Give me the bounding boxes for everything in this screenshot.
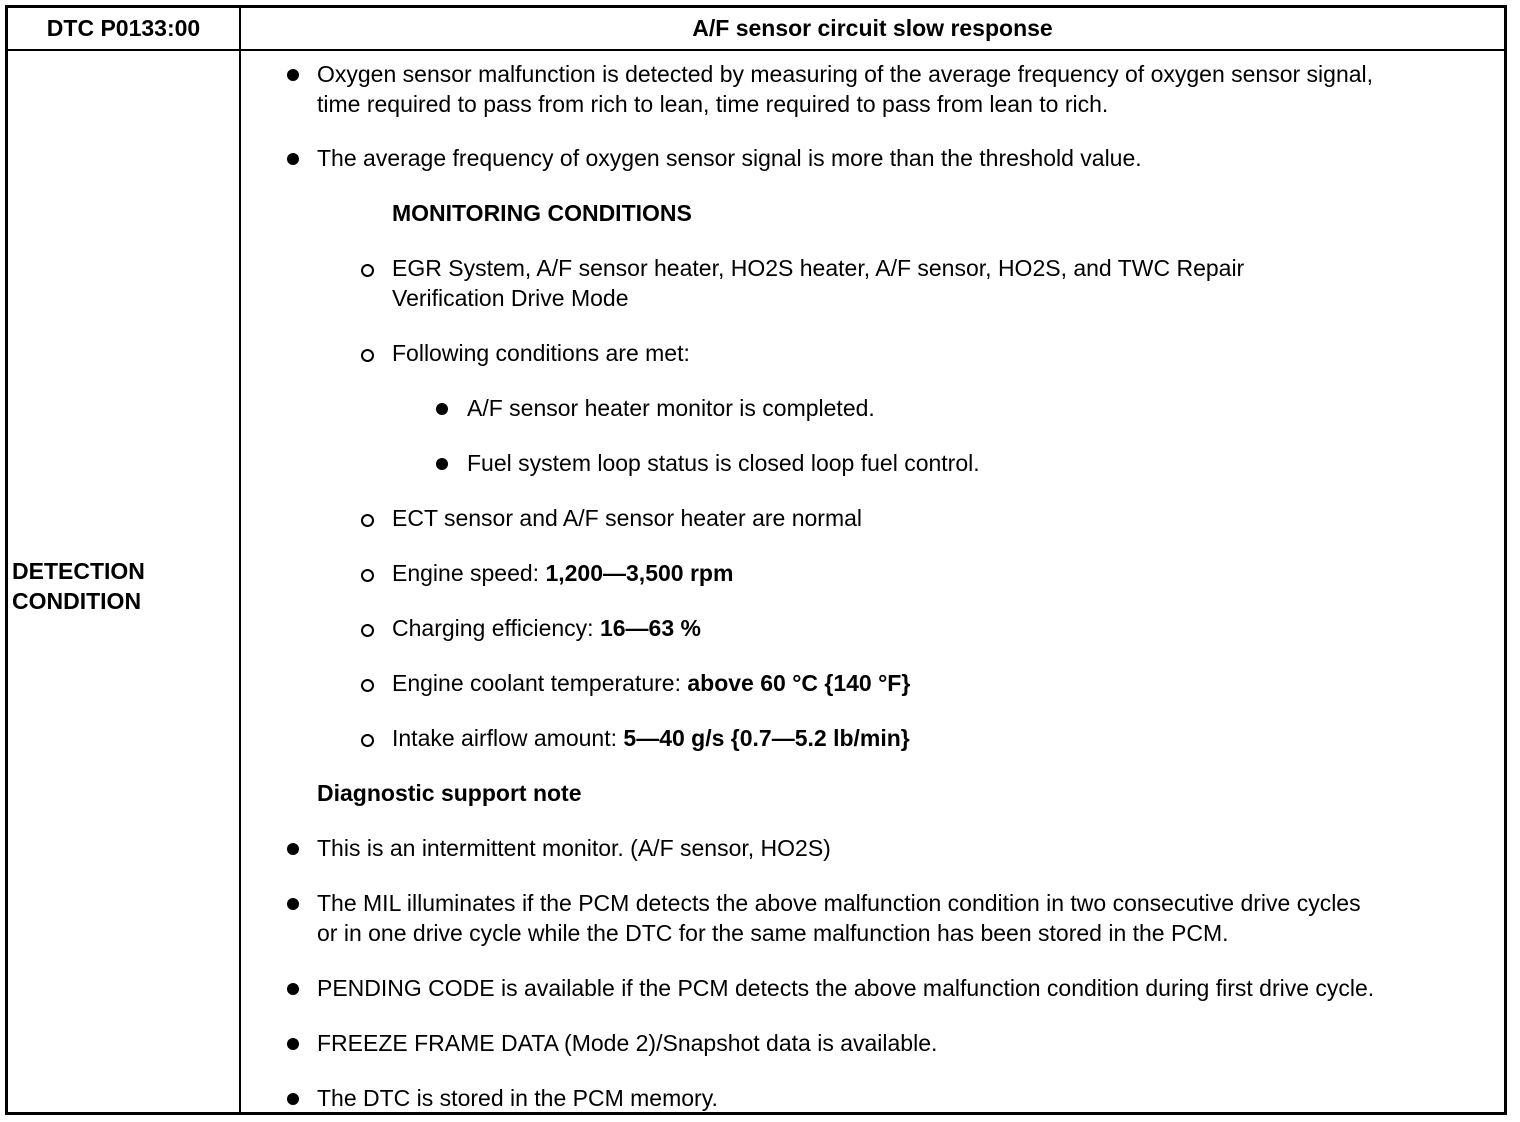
circle-bullet-icon: [361, 734, 374, 747]
intake-airflow-value: 5—40 g/s {0.7—5.2 lb/min}: [623, 725, 910, 751]
bullet-icon: [287, 153, 299, 165]
circle-bullet-icon: [361, 569, 374, 582]
circle-bullet-icon: [361, 679, 374, 692]
circle-bullet-icon: [361, 514, 374, 527]
dtc-code: DTC P0133:00: [46, 15, 201, 41]
circle-bullet-icon: [361, 264, 374, 277]
intake-airflow-label: Intake airflow amount:: [392, 725, 624, 751]
support-note-3: PENDING CODE is available if the PCM detects the above malfunction condition during first drive cycle.: [317, 975, 1375, 1001]
monitoring-condition-1-line-2: Verification Drive Mode: [392, 285, 629, 311]
support-note-5: The DTC is stored in the PCM memory.: [317, 1085, 718, 1111]
monitoring-condition-7: [392, 723, 910, 753]
bullet-icon: [287, 1038, 299, 1050]
monitoring-condition-3: ECT sensor and A/F sensor heater are normal: [392, 505, 863, 531]
bullet-icon: [287, 69, 299, 81]
charging-efficiency-label: Charging efficiency:: [392, 615, 600, 641]
bullet-icon: [287, 1093, 299, 1105]
header-divider: [8, 49, 1504, 51]
monitoring-condition-2: Following conditions are met:: [392, 340, 690, 366]
dtc-title: A/F sensor circuit slow response: [692, 15, 1053, 41]
bullet-icon: [436, 458, 448, 470]
support-note-1: This is an intermittent monitor. (A/F sensor, HO2S): [317, 835, 831, 861]
coolant-temperature-label: Engine coolant temperature:: [392, 670, 688, 696]
detection-item-1-line-2: time required to pass from rich to lean, time required to pass from lean to rich.: [317, 91, 1109, 117]
section-label: DETECTION CONDITION: [12, 558, 145, 614]
bullet-icon: [436, 403, 448, 415]
dtc-table: [5, 5, 1507, 1115]
support-note-4: FREEZE FRAME DATA (Mode 2)/Snapshot data is available.: [317, 1030, 938, 1056]
circle-bullet-icon: [361, 624, 374, 637]
monitoring-condition-6: [392, 668, 910, 698]
monitoring-condition-1-line-1: EGR System, A/F sensor heater, HO2S heater, A/F sensor, HO2S, and TWC Repair: [392, 255, 1245, 281]
support-note-2-line-1: The MIL illuminates if the PCM detects the above malfunction condition in two consecutive drive cycles: [317, 890, 1361, 916]
charging-efficiency-value: 16—63 %: [599, 615, 701, 641]
monitoring-condition-5: [392, 613, 701, 643]
support-note-2-line-2: or in one drive cycle while the DTC for the same malfunction has been stored in the PCM.: [317, 920, 1229, 946]
bullet-icon: [287, 898, 299, 910]
bullet-icon: [287, 843, 299, 855]
monitoring-condition-4: [392, 558, 733, 588]
bullet-icon: [287, 983, 299, 995]
coolant-temperature-value: above 60 °C {140 °F}: [687, 670, 911, 696]
sub-condition-1: A/F sensor heater monitor is completed.: [467, 395, 875, 421]
sub-condition-2: Fuel system loop status is closed loop fuel control.: [467, 450, 980, 476]
monitoring-heading: MONITORING CONDITIONS: [392, 200, 692, 226]
detection-item-2: The average frequency of oxygen sensor signal is more than the threshold value.: [317, 145, 1142, 171]
circle-bullet-icon: [361, 349, 374, 362]
engine-speed-value: 1,200—3,500 rpm: [545, 560, 734, 586]
support-heading: Diagnostic support note: [317, 780, 582, 806]
column-divider: [239, 8, 241, 1112]
engine-speed-label: Engine speed:: [392, 560, 546, 586]
detection-item-1-line-1: Oxygen sensor malfunction is detected by measuring of the average frequency of oxygen sensor signal,: [317, 61, 1374, 87]
